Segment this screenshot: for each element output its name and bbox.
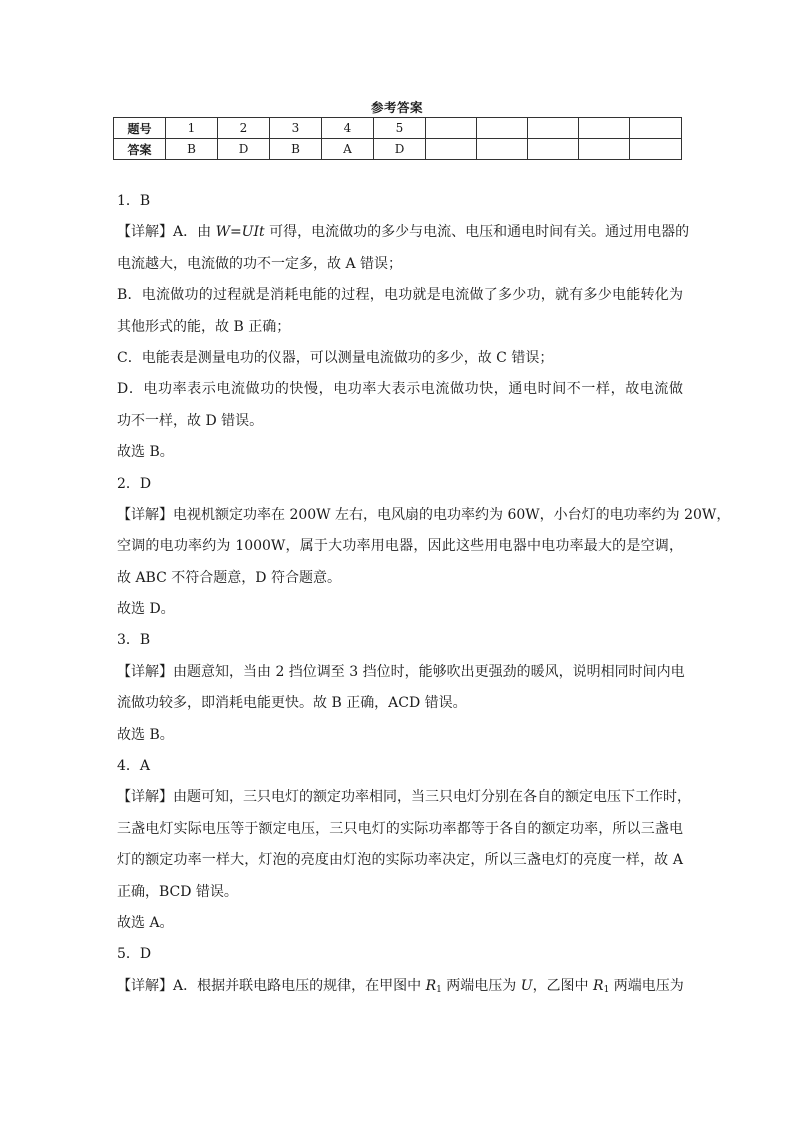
- q1-conclusion: 故选 B。: [117, 444, 174, 461]
- page-title: 参考答案: [370, 100, 423, 115]
- q1-line: B．电流做功的过程就是消耗电能的过程，电功就是电流做了多少功，就有多少电能转化为: [117, 287, 683, 304]
- q4-line: 正确，BCD 错误。: [117, 883, 238, 900]
- q3-header: 3．B: [117, 632, 151, 649]
- q1-line: 功不一样，故 D 错误。: [117, 412, 264, 429]
- q5-text: 【详解】A．根据并联电路电压的规律，在甲图中: [117, 977, 426, 994]
- table-cell: [579, 118, 630, 139]
- table-cell: B: [270, 139, 322, 160]
- q5-text: 两端电压为: [609, 977, 684, 994]
- row-label-number: 题号: [114, 118, 166, 139]
- q5-text: ，乙图中: [532, 977, 594, 994]
- q4-conclusion: 故选 A。: [117, 914, 174, 931]
- q3-line: 【详解】由题意知，当由 2 挡位调至 3 挡位时，能够吹出更强劲的暖风，说明相同时间内电: [117, 663, 685, 680]
- q5-text: 两端电压为: [441, 977, 521, 994]
- solutions-body: [117, 186, 731, 1002]
- table-cell: 3: [270, 118, 322, 139]
- resistor-symbol: R: [593, 977, 604, 994]
- table-cell: [477, 118, 528, 139]
- q4-line: 三盏电灯实际电压等于额定电压，三只电灯的实际功率都等于各自的额定功率，所以三盏电: [117, 820, 683, 837]
- table-row-numbers: [114, 118, 682, 139]
- q3-conclusion: 故选 B。: [117, 726, 174, 743]
- q5-line: [117, 971, 683, 1002]
- row-label-answer: 答案: [114, 139, 166, 160]
- table-cell: [579, 139, 630, 160]
- q2-line: 空调的电功率约为 1000W，属于大功率用电器，因此这些用电器中电功率最大的是空调，: [117, 538, 683, 555]
- voltage-symbol: U: [520, 977, 533, 994]
- table-cell: [426, 139, 477, 160]
- resistor-symbol: R: [425, 977, 437, 994]
- table-cell: [528, 118, 579, 139]
- table-cell: A: [322, 139, 374, 160]
- table-cell: 1: [166, 118, 218, 139]
- q1-formula: W=UIt: [215, 224, 265, 241]
- q1-line: C．电能表是测量电功的仪器，可以测量电流做功的多少，故 C 错误；: [117, 349, 554, 366]
- q2-line: 故 ABC 不符合题意，D 符合题意。: [117, 569, 341, 586]
- table-cell: [528, 139, 579, 160]
- q4-header: 4．A: [117, 758, 151, 775]
- table-cell: [630, 139, 682, 160]
- table-cell: B: [166, 139, 218, 160]
- q1-line: D．电功率表示电流做功的快慢，电功率大表示电流做功快，通电时间不一样，故电流做: [117, 381, 683, 398]
- q1-text: 【详解】A．由: [117, 224, 216, 241]
- table-cell: [477, 139, 528, 160]
- table-cell: [426, 118, 477, 139]
- q5-header: 5．D: [117, 946, 152, 963]
- q4-line: 【详解】由题可知，三只电灯的额定功率相同，当三只电灯分别在各自的额定电压下工作时，: [117, 789, 691, 806]
- q2-header: 2．D: [117, 475, 152, 492]
- answer-table: [113, 117, 682, 160]
- resistor-subscript: 1: [603, 984, 610, 995]
- table-row-answers: [114, 139, 682, 160]
- table-cell: D: [374, 139, 426, 160]
- table-cell: 2: [218, 118, 270, 139]
- table-cell: [630, 118, 682, 139]
- q1-line: 电流越大，电流做的功不一定多，故 A 错误；: [117, 255, 403, 272]
- table-cell: D: [218, 139, 270, 160]
- q1-header: 1．B: [117, 193, 151, 209]
- q2-line: 【详解】电视机额定功率在 200W 左右，电风扇的电功率约为 60W，小台灯的电功率约为 20W，: [117, 506, 731, 523]
- q1-text: 可得，电流做功的多少与电流、电压和通电时间有关。通过用电器的: [264, 224, 690, 241]
- q1-line: 其他形式的能，故 B 正确；: [117, 318, 291, 335]
- q4-line: 灯的额定功率一样大，灯泡的亮度由灯泡的实际功率决定，所以三盏电灯的亮度一样，故 A: [117, 852, 683, 869]
- q3-line: 流做功较多，即消耗电能更快。故 B 正确，ACD 错误。: [117, 695, 467, 712]
- q1-line: [117, 217, 690, 248]
- q2-conclusion: 故选 D。: [117, 601, 175, 618]
- table-cell: 4: [322, 118, 374, 139]
- table-cell: 5: [374, 118, 426, 139]
- resistor-subscript: 1: [436, 984, 442, 995]
